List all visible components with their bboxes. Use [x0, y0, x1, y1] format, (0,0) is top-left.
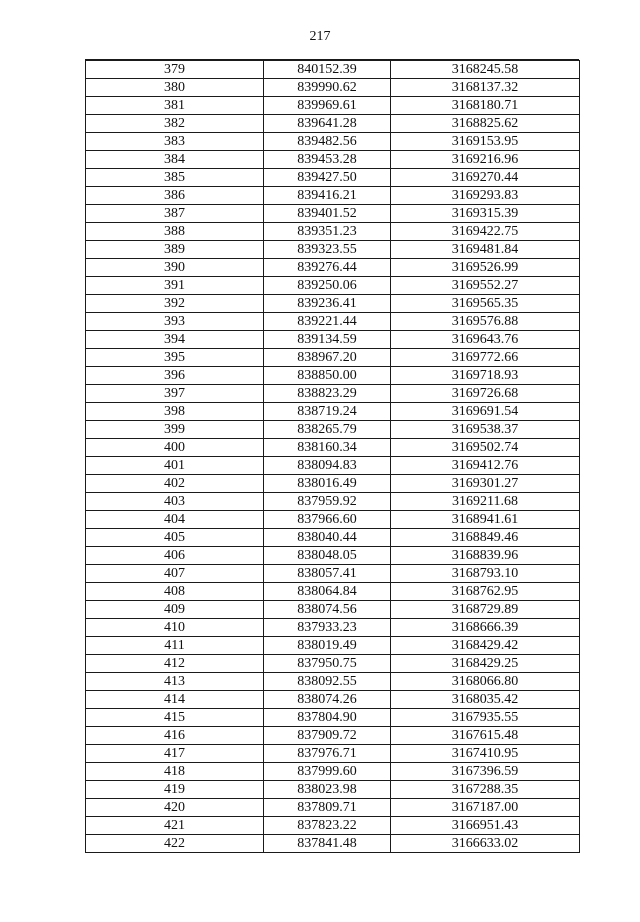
table-row: [86, 781, 580, 799]
table-row: [86, 79, 580, 97]
y-coordinate-cell: 3168941.61: [391, 511, 580, 529]
table-row: [86, 313, 580, 331]
point-number-cell: 390: [86, 259, 264, 277]
table-row: [86, 547, 580, 565]
point-number-cell: 402: [86, 475, 264, 493]
table-row: [86, 601, 580, 619]
x-coordinate-cell: 839221.44: [264, 313, 391, 331]
coordinates-table: [85, 60, 580, 853]
table-row: [86, 529, 580, 547]
table-row: [86, 439, 580, 457]
table-row: [86, 349, 580, 367]
point-number-cell: 386: [86, 187, 264, 205]
point-number-cell: 407: [86, 565, 264, 583]
point-number-cell: 409: [86, 601, 264, 619]
x-coordinate-cell: 838160.34: [264, 439, 391, 457]
y-coordinate-cell: 3169726.68: [391, 385, 580, 403]
y-coordinate-cell: 3168762.95: [391, 583, 580, 601]
x-coordinate-cell: 837804.90: [264, 709, 391, 727]
y-coordinate-cell: 3169422.75: [391, 223, 580, 241]
point-number-cell: 380: [86, 79, 264, 97]
table-row: [86, 637, 580, 655]
table-row: [86, 331, 580, 349]
x-coordinate-cell: 837823.22: [264, 817, 391, 835]
table-row: [86, 115, 580, 133]
y-coordinate-cell: 3168035.42: [391, 691, 580, 709]
y-coordinate-cell: 3169691.54: [391, 403, 580, 421]
y-coordinate-cell: 3168180.71: [391, 97, 580, 115]
point-number-cell: 403: [86, 493, 264, 511]
y-coordinate-cell: 3166633.02: [391, 835, 580, 853]
table-row: [86, 151, 580, 169]
point-number-cell: 388: [86, 223, 264, 241]
y-coordinate-cell: 3169315.39: [391, 205, 580, 223]
x-coordinate-cell: 839427.50: [264, 169, 391, 187]
x-coordinate-cell: 839401.52: [264, 205, 391, 223]
y-coordinate-cell: 3169538.37: [391, 421, 580, 439]
x-coordinate-cell: 837809.71: [264, 799, 391, 817]
y-coordinate-cell: 3169211.68: [391, 493, 580, 511]
x-coordinate-cell: 837999.60: [264, 763, 391, 781]
x-coordinate-cell: 840152.39: [264, 61, 391, 79]
y-coordinate-cell: 3168429.25: [391, 655, 580, 673]
y-coordinate-cell: 3169643.76: [391, 331, 580, 349]
x-coordinate-cell: 839134.59: [264, 331, 391, 349]
y-coordinate-cell: 3169301.27: [391, 475, 580, 493]
point-number-cell: 404: [86, 511, 264, 529]
point-number-cell: 413: [86, 673, 264, 691]
x-coordinate-cell: 839351.23: [264, 223, 391, 241]
table-row: [86, 817, 580, 835]
point-number-cell: 389: [86, 241, 264, 259]
table-row: [86, 691, 580, 709]
x-coordinate-cell: 837966.60: [264, 511, 391, 529]
table-row: [86, 673, 580, 691]
table-row: [86, 763, 580, 781]
y-coordinate-cell: 3169565.35: [391, 295, 580, 313]
x-coordinate-cell: 837959.92: [264, 493, 391, 511]
point-number-cell: 387: [86, 205, 264, 223]
table-row: [86, 133, 580, 151]
y-coordinate-cell: 3168839.96: [391, 547, 580, 565]
x-coordinate-cell: 839276.44: [264, 259, 391, 277]
x-coordinate-cell: 838850.00: [264, 367, 391, 385]
x-coordinate-cell: 839969.61: [264, 97, 391, 115]
y-coordinate-cell: 3168825.62: [391, 115, 580, 133]
x-coordinate-cell: 839250.06: [264, 277, 391, 295]
table-row: [86, 835, 580, 853]
table-row: [86, 511, 580, 529]
table-row: [86, 745, 580, 763]
table-row: [86, 277, 580, 295]
point-number-cell: 419: [86, 781, 264, 799]
point-number-cell: 422: [86, 835, 264, 853]
point-number-cell: 382: [86, 115, 264, 133]
x-coordinate-cell: 838023.98: [264, 781, 391, 799]
point-number-cell: 400: [86, 439, 264, 457]
y-coordinate-cell: 3168666.39: [391, 619, 580, 637]
point-number-cell: 391: [86, 277, 264, 295]
table-row: [86, 565, 580, 583]
point-number-cell: 384: [86, 151, 264, 169]
point-number-cell: 399: [86, 421, 264, 439]
point-number-cell: 418: [86, 763, 264, 781]
table-row: [86, 727, 580, 745]
y-coordinate-cell: 3169216.96: [391, 151, 580, 169]
table-row: [86, 421, 580, 439]
table-row: [86, 385, 580, 403]
point-number-cell: 393: [86, 313, 264, 331]
table-row: [86, 205, 580, 223]
y-coordinate-cell: 3166951.43: [391, 817, 580, 835]
point-number-cell: 383: [86, 133, 264, 151]
y-coordinate-cell: 3168729.89: [391, 601, 580, 619]
x-coordinate-cell: 838074.56: [264, 601, 391, 619]
point-number-cell: 417: [86, 745, 264, 763]
x-coordinate-cell: 839990.62: [264, 79, 391, 97]
y-coordinate-cell: 3169270.44: [391, 169, 580, 187]
y-coordinate-cell: 3169718.93: [391, 367, 580, 385]
x-coordinate-cell: 838048.05: [264, 547, 391, 565]
x-coordinate-cell: 839482.56: [264, 133, 391, 151]
x-coordinate-cell: 838719.24: [264, 403, 391, 421]
point-number-cell: 420: [86, 799, 264, 817]
x-coordinate-cell: 838094.83: [264, 457, 391, 475]
coordinates-table-body: [86, 61, 580, 853]
table-row: [86, 493, 580, 511]
table-row: [86, 259, 580, 277]
y-coordinate-cell: 3168429.42: [391, 637, 580, 655]
point-number-cell: 397: [86, 385, 264, 403]
point-number-cell: 421: [86, 817, 264, 835]
y-coordinate-cell: 3167288.35: [391, 781, 580, 799]
x-coordinate-cell: 838016.49: [264, 475, 391, 493]
point-number-cell: 379: [86, 61, 264, 79]
point-number-cell: 411: [86, 637, 264, 655]
y-coordinate-cell: 3169502.74: [391, 439, 580, 457]
table-row: [86, 223, 580, 241]
table-row: [86, 619, 580, 637]
point-number-cell: 394: [86, 331, 264, 349]
point-number-cell: 395: [86, 349, 264, 367]
point-number-cell: 381: [86, 97, 264, 115]
point-number-cell: 405: [86, 529, 264, 547]
x-coordinate-cell: 837909.72: [264, 727, 391, 745]
table-row: [86, 655, 580, 673]
x-coordinate-cell: 838057.41: [264, 565, 391, 583]
y-coordinate-cell: 3168245.58: [391, 61, 580, 79]
x-coordinate-cell: 838967.20: [264, 349, 391, 367]
point-number-cell: 408: [86, 583, 264, 601]
x-coordinate-cell: 839323.55: [264, 241, 391, 259]
y-coordinate-cell: 3168849.46: [391, 529, 580, 547]
table-row: [86, 457, 580, 475]
y-coordinate-cell: 3168066.80: [391, 673, 580, 691]
point-number-cell: 412: [86, 655, 264, 673]
x-coordinate-cell: 837841.48: [264, 835, 391, 853]
x-coordinate-cell: 839236.41: [264, 295, 391, 313]
point-number-cell: 401: [86, 457, 264, 475]
point-number-cell: 410: [86, 619, 264, 637]
x-coordinate-cell: 838064.84: [264, 583, 391, 601]
y-coordinate-cell: 3167410.95: [391, 745, 580, 763]
table-row: [86, 169, 580, 187]
x-coordinate-cell: 838074.26: [264, 691, 391, 709]
y-coordinate-cell: 3167615.48: [391, 727, 580, 745]
x-coordinate-cell: 837950.75: [264, 655, 391, 673]
point-number-cell: 406: [86, 547, 264, 565]
y-coordinate-cell: 3169772.66: [391, 349, 580, 367]
y-coordinate-cell: 3169576.88: [391, 313, 580, 331]
x-coordinate-cell: 839641.28: [264, 115, 391, 133]
point-number-cell: 398: [86, 403, 264, 421]
point-number-cell: 416: [86, 727, 264, 745]
table-row: [86, 475, 580, 493]
y-coordinate-cell: 3168793.10: [391, 565, 580, 583]
table-row: [86, 97, 580, 115]
y-coordinate-cell: 3169481.84: [391, 241, 580, 259]
point-number-cell: 396: [86, 367, 264, 385]
y-coordinate-cell: 3167187.00: [391, 799, 580, 817]
point-number-cell: 415: [86, 709, 264, 727]
y-coordinate-cell: 3169552.27: [391, 277, 580, 295]
x-coordinate-cell: 837976.71: [264, 745, 391, 763]
x-coordinate-cell: 838019.49: [264, 637, 391, 655]
page-number: 217: [309, 29, 331, 44]
table-row: [86, 583, 580, 601]
table-row: [86, 709, 580, 727]
x-coordinate-cell: 839453.28: [264, 151, 391, 169]
x-coordinate-cell: 838265.79: [264, 421, 391, 439]
x-coordinate-cell: 838092.55: [264, 673, 391, 691]
x-coordinate-cell: 838823.29: [264, 385, 391, 403]
table-row: [86, 367, 580, 385]
x-coordinate-cell: 837933.23: [264, 619, 391, 637]
table-row: [86, 403, 580, 421]
table-row: [86, 799, 580, 817]
y-coordinate-cell: 3169293.83: [391, 187, 580, 205]
point-number-cell: 392: [86, 295, 264, 313]
point-number-cell: 385: [86, 169, 264, 187]
x-coordinate-cell: 839416.21: [264, 187, 391, 205]
y-coordinate-cell: 3167935.55: [391, 709, 580, 727]
y-coordinate-cell: 3169153.95: [391, 133, 580, 151]
table-row: [86, 295, 580, 313]
y-coordinate-cell: 3168137.32: [391, 79, 580, 97]
table-row: [86, 61, 580, 79]
table-row: [86, 187, 580, 205]
y-coordinate-cell: 3169526.99: [391, 259, 580, 277]
x-coordinate-cell: 838040.44: [264, 529, 391, 547]
point-number-cell: 414: [86, 691, 264, 709]
table-row: [86, 241, 580, 259]
y-coordinate-cell: 3169412.76: [391, 457, 580, 475]
y-coordinate-cell: 3167396.59: [391, 763, 580, 781]
